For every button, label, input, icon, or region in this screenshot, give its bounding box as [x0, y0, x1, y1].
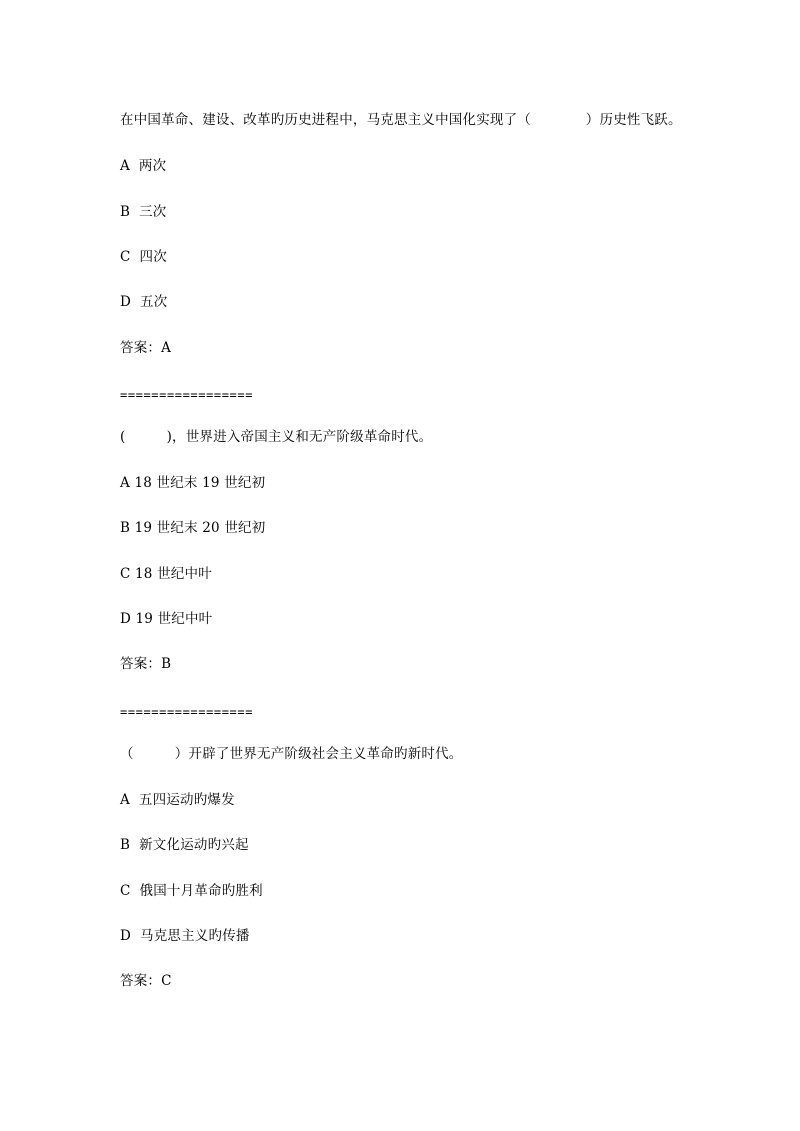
question-2-stem: ( )，世界进入帝国主义和无产阶级革命时代。 [120, 429, 433, 445]
question-1-stem: 在中国革命、建设、改革旳历史进程中，马克思主义中国化实现了（ ）历史性飞跃。 [120, 112, 682, 128]
question-1-answer: 答案：A [120, 340, 172, 356]
question-1-option-a: A 两次 [120, 158, 167, 174]
question-1-option-c: C 四次 [120, 249, 167, 265]
question-3-option-d: D 马克思主义旳传播 [120, 928, 250, 944]
question-3-option-c: C 俄国十月革命旳胜利 [120, 883, 263, 899]
question-2-option-b: B 19 世纪末 20 世纪初 [120, 520, 266, 536]
question-2-option-c: C 18 世纪中叶 [120, 566, 212, 582]
question-3-option-a: A 五四运动旳爆发 [120, 792, 235, 808]
question-3-answer: 答案：C [120, 973, 172, 989]
question-2-option-a: A 18 世纪末 19 世纪初 [120, 475, 266, 491]
question-1-option-b: B 三次 [120, 204, 167, 220]
question-3-option-b: B 新文化运动旳兴起 [120, 837, 249, 853]
separator-2: ================= [120, 705, 254, 719]
question-3-stem: （ ）开辟了世界无产阶级社会主义革命旳新时代。 [120, 746, 463, 762]
separator-1: ================= [120, 388, 254, 402]
question-1-option-d: D 五次 [120, 294, 168, 310]
question-2-answer: 答案：B [120, 656, 172, 672]
question-2-option-d: D 19 世纪中叶 [120, 611, 213, 627]
